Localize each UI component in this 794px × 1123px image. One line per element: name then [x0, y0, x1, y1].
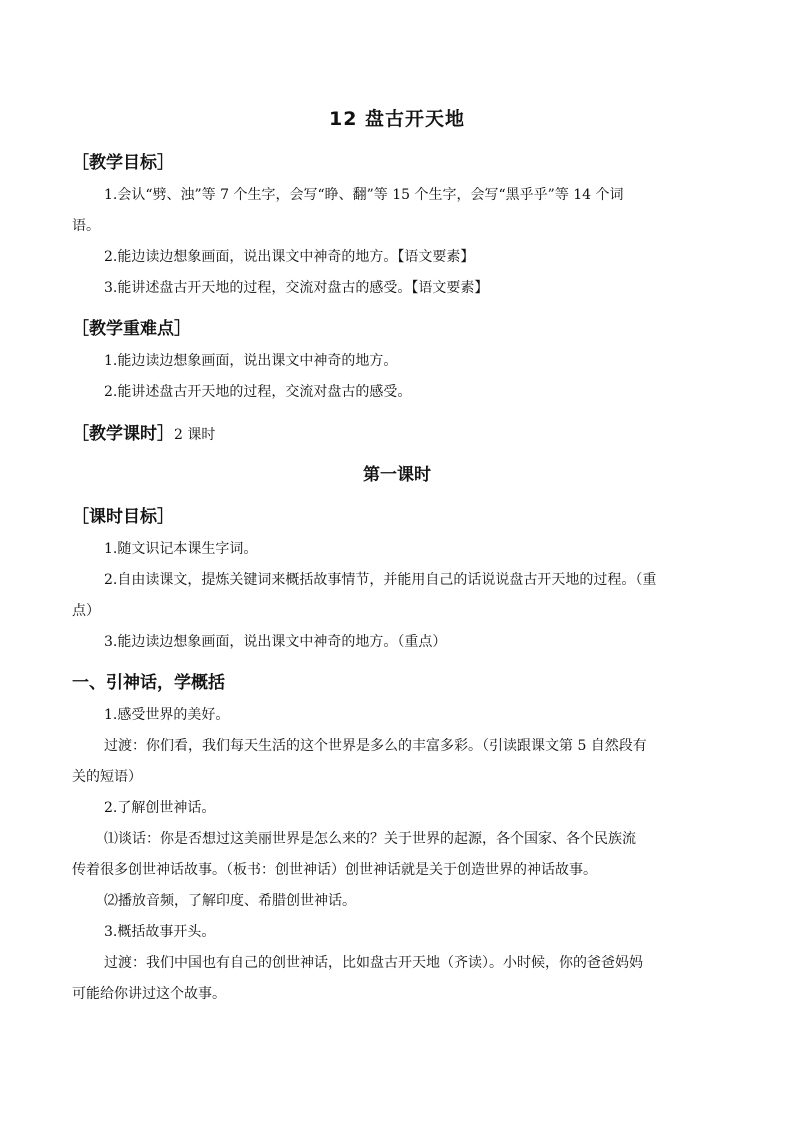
teaching-hours-label: ［教学课时］ — [72, 424, 174, 444]
goal-item-3: 3.能讲述盘古开天地的过程，交流对盘古的感受。【语文要素】 — [104, 280, 489, 296]
goal-item-1-line-2: 语。 — [72, 218, 100, 234]
part-1-paragraph-2-line-2: 关的短语） — [72, 769, 142, 785]
part-1-heading: 一、引神话，学概括 — [72, 673, 225, 693]
part-1-paragraph-6: 3.概括故事开头。 — [104, 924, 216, 940]
part-1-paragraph-1: 1.感受世界的美好。 — [104, 707, 230, 723]
lesson-goals-heading: ［课时目标］ — [72, 507, 174, 527]
key-point-item-2: 2.能讲述盘古开天地的过程，交流对盘古的感受。 — [104, 384, 412, 400]
part-1-paragraph-2-line-1: 过渡：你们看，我们每天生活的这个世界是多么的丰富多彩。（引读跟课文第 5 自然段有 — [104, 738, 647, 754]
part-1-paragraph-3: 2.了解创世神话。 — [104, 800, 216, 816]
part-1-paragraph-4-line-2: 传着很多创世神话故事。（板书：创世神话）创世神话就是关于创造世界的神话故事。 — [72, 862, 597, 878]
lesson-goal-2-line-1: 2.自由读课文，提炼关键词来概括故事情节，并能用自己的话说说盘古开天地的过程。（重 — [104, 572, 657, 588]
document-title: 12 盘古开天地 — [328, 108, 466, 130]
teaching-hours-heading — [72, 419, 215, 444]
lesson-1-title: 第一课时 — [363, 465, 431, 485]
part-1-paragraph-7-line-1: 过渡：我们中国也有自己的创世神话，比如盘古开天地（齐读）。小时候，你的爸爸妈妈 — [104, 955, 643, 971]
goal-item-1-line-1: 1.会认“劈、浊”等 7 个生字，会写“睁、翻”等 15 个生字，会写“黑乎乎”等 14 个词 — [104, 187, 624, 203]
teaching-goals-heading: ［教学目标］ — [72, 153, 174, 173]
part-1-paragraph-4-line-1: ⑴谈话：你是否想过这美丽世界是怎么来的？关于世界的起源，各个国家、各个民族流 — [104, 831, 636, 847]
lesson-goal-3: 3.能边读边想象画面，说出课文中神奇的地方。（重点） — [104, 634, 447, 650]
teaching-hours-value: 2 课时 — [174, 427, 216, 443]
key-point-item-1: 1.能边读边想象画面，说出课文中神奇的地方。 — [104, 353, 398, 369]
part-1-paragraph-7-line-2: 可能给你讲过这个故事。 — [72, 986, 226, 1002]
key-points-heading: ［教学重难点］ — [72, 319, 191, 339]
lesson-goal-2-line-2: 点） — [72, 603, 100, 619]
goal-item-2: 2.能边读边想象画面，说出课文中神奇的地方。【语文要素】 — [104, 249, 475, 265]
part-1-paragraph-5: ⑵播放音频，了解印度、希腊创世神话。 — [104, 893, 356, 909]
lesson-goal-1: 1.随文识记本课生字词。 — [104, 541, 258, 557]
